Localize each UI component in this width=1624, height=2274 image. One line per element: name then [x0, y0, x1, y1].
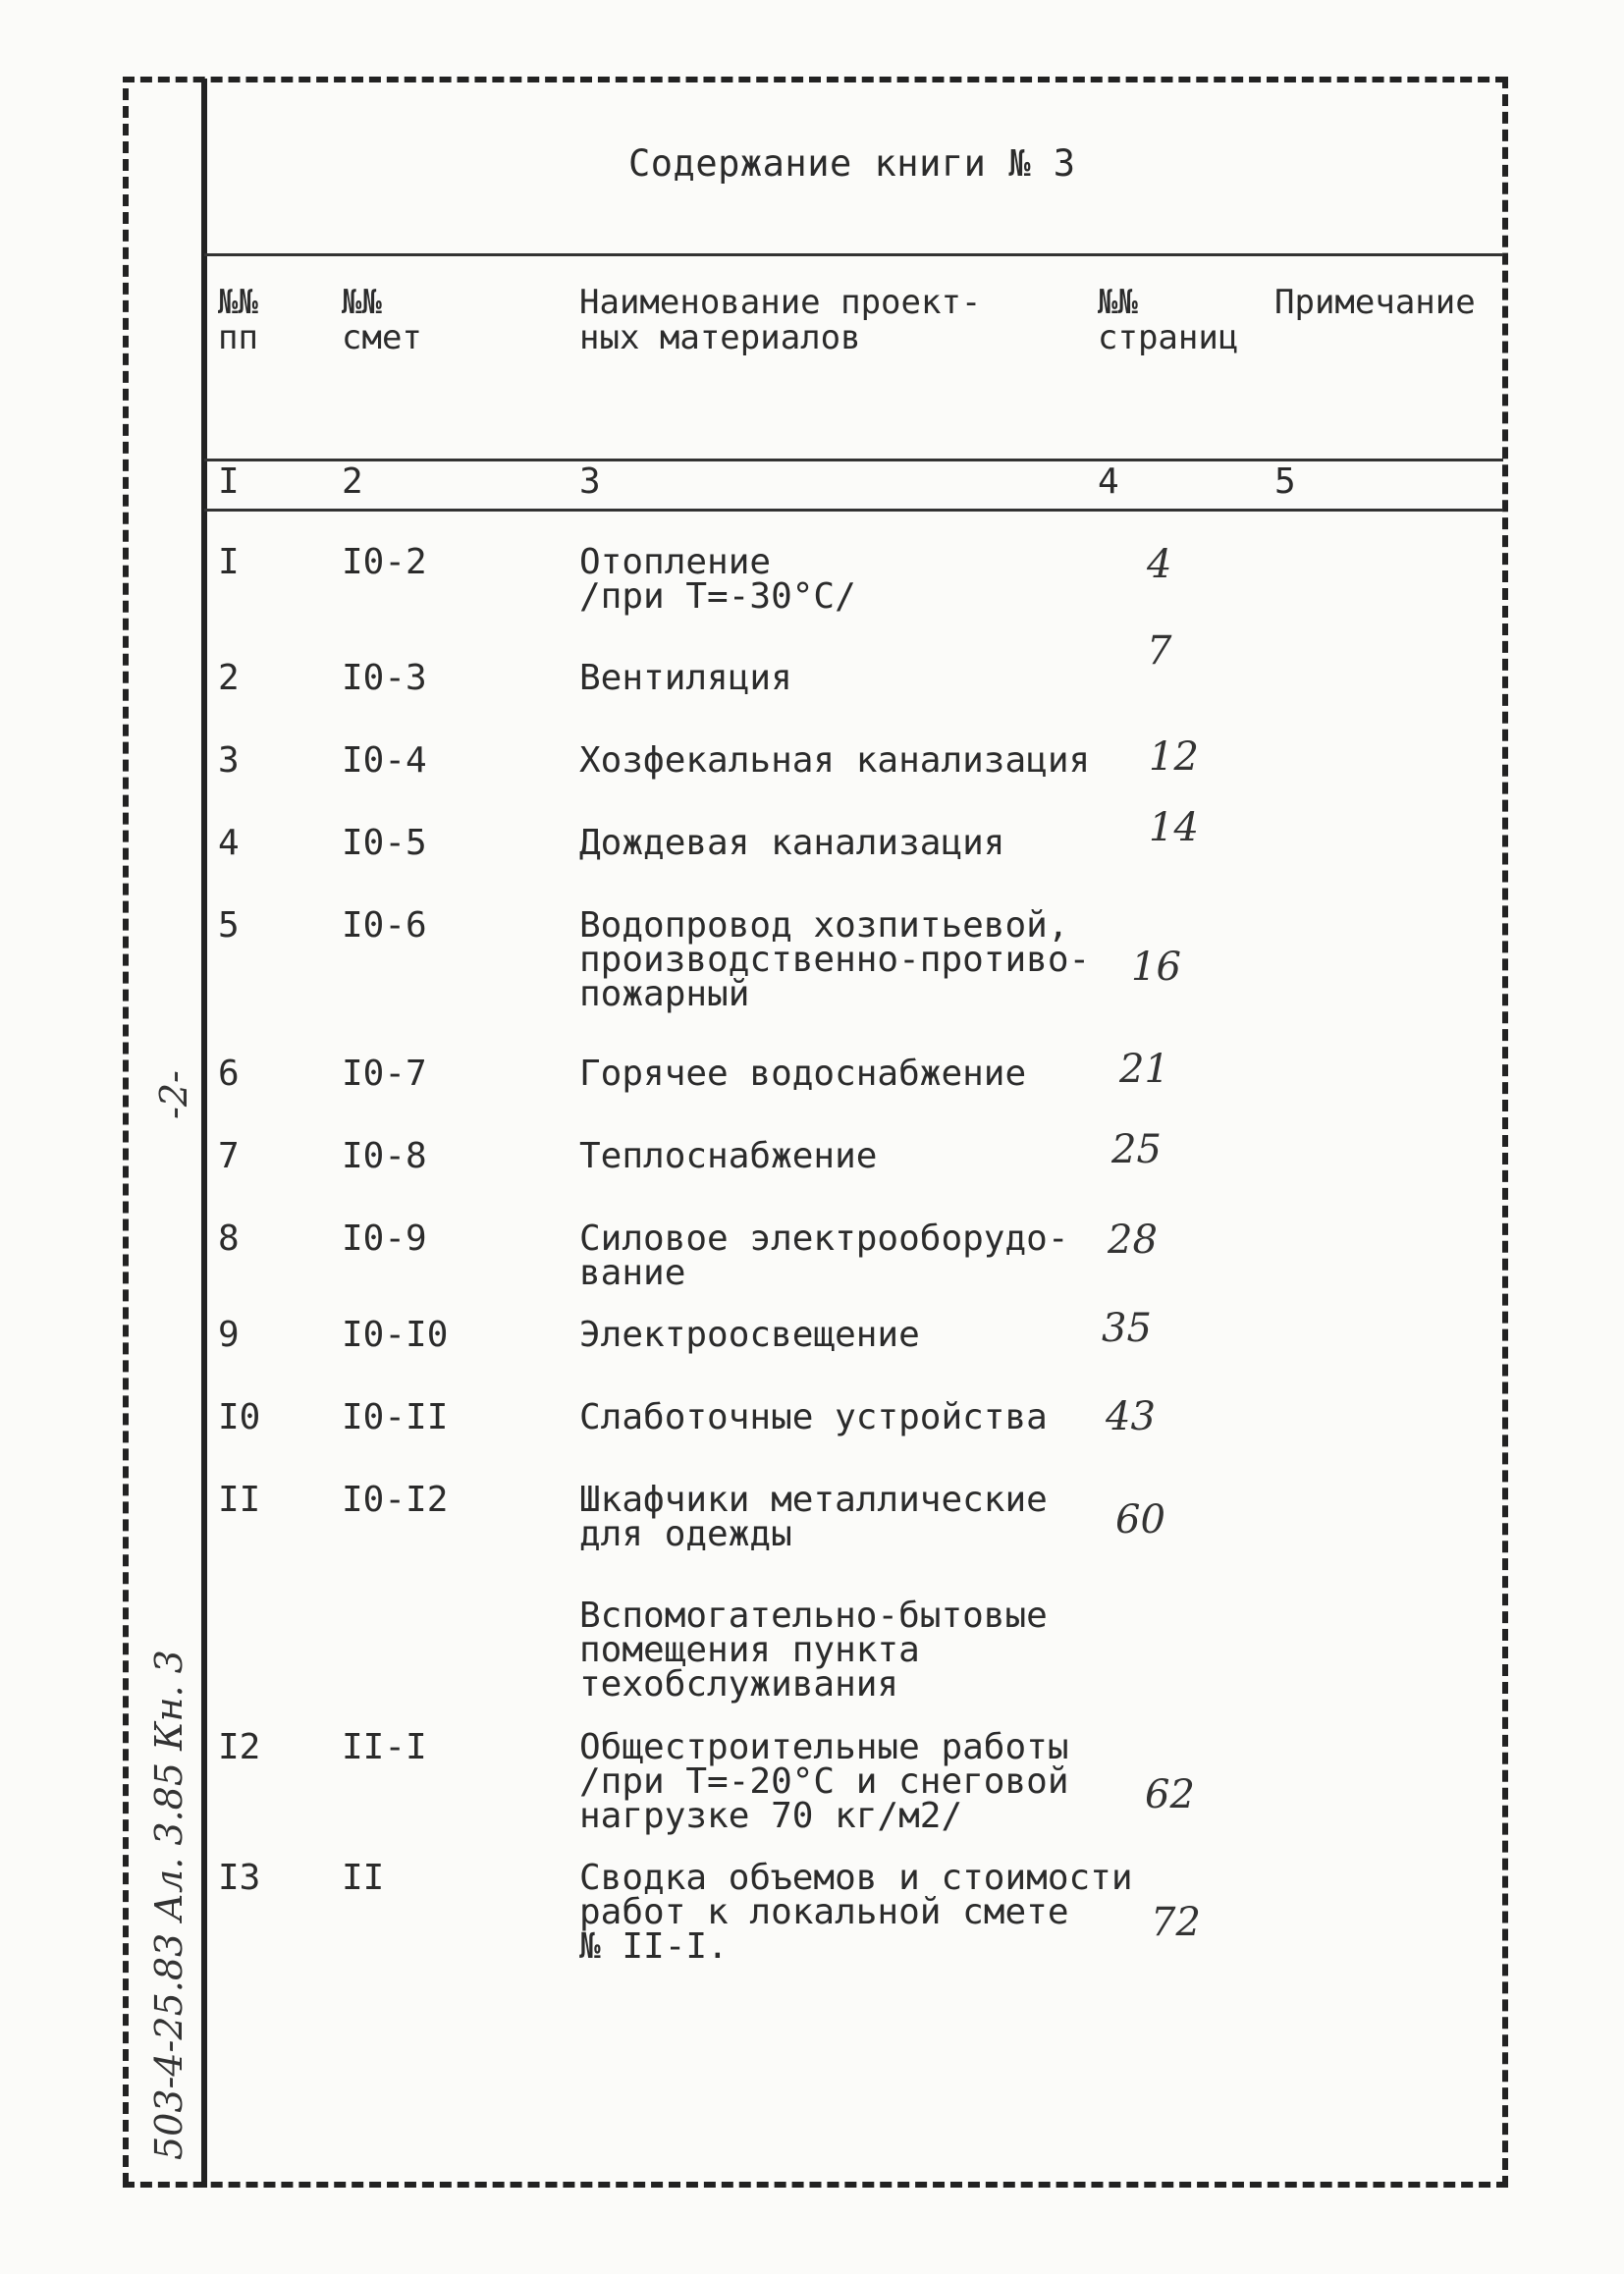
- column-header-no: [218, 285, 258, 355]
- row-name-line: Слаботочные устройства: [579, 1397, 1048, 1437]
- row-number: I0: [218, 1397, 261, 1437]
- column-header-estimate: [342, 285, 422, 355]
- row-name: [579, 1136, 878, 1176]
- column-header-pages-line: страниц: [1098, 318, 1239, 357]
- row-number: 5: [218, 905, 240, 946]
- row-name: [579, 1397, 1048, 1437]
- row-estimate: I0-8: [342, 1136, 427, 1176]
- row-name-line: Отопление: [579, 542, 772, 582]
- row-name-line: для одежды: [579, 1514, 792, 1554]
- row-number: I: [218, 542, 240, 582]
- row-name-line: нагрузке 70 кг/м2/: [579, 1796, 963, 1836]
- column-header-note: [1274, 285, 1476, 320]
- row-name: [579, 905, 1091, 1014]
- row-estimate: I0-I2: [342, 1480, 449, 1520]
- row-page: 35: [1102, 1306, 1152, 1351]
- row-name-line: /при T=-20°C и снеговой: [579, 1761, 1069, 1802]
- row-estimate: I0-3: [342, 658, 427, 698]
- row-number: I2: [218, 1727, 261, 1767]
- row-name: [579, 823, 1005, 863]
- column-number: 2: [342, 461, 363, 502]
- column-number: I: [218, 461, 240, 502]
- frame-top-border: [123, 77, 1507, 82]
- row-number: 6: [218, 1054, 240, 1094]
- row-number: 7: [218, 1136, 240, 1176]
- document-code-label: 503-4-25.83 Ал. 3.85 Кн. 3: [147, 1650, 190, 2160]
- row-estimate: II: [342, 1858, 385, 1898]
- column-header-pages-line: №№: [1098, 283, 1138, 322]
- row-number: II: [218, 1480, 261, 1520]
- row-page: 7: [1147, 628, 1172, 674]
- column-header-no-line: №№: [218, 283, 258, 322]
- row-page: 21: [1119, 1047, 1169, 1092]
- row-name-line: Шкафчики металлические: [579, 1480, 1048, 1520]
- row-estimate: I0-II: [342, 1397, 449, 1437]
- row-name-line: Хозфекальная канализация: [579, 740, 1091, 781]
- row-name: [579, 1054, 1027, 1094]
- row-number: 4: [218, 823, 240, 863]
- frame-left-border: [123, 88, 129, 2185]
- row-page: 16: [1131, 945, 1181, 990]
- row-name-line: № II-I.: [579, 1926, 729, 1967]
- row-name-line: Горячее водоснабжение: [579, 1054, 1027, 1094]
- row-estimate: I0-6: [342, 905, 427, 946]
- row-name: [579, 1480, 1048, 1554]
- frame-bottom-border: [123, 2182, 1508, 2188]
- row-name-line: Дождевая канализация: [579, 823, 1005, 863]
- row-name-line: Общестроительные работы: [579, 1727, 1069, 1767]
- column-header-name-line: ных материалов: [579, 318, 861, 357]
- row-name-line: техобслуживания: [579, 1664, 899, 1705]
- row-estimate: I0-I0: [342, 1315, 449, 1355]
- row-estimate: I0-2: [342, 542, 427, 582]
- row-page: 4: [1147, 542, 1172, 587]
- row-name-line: Водопровод хозпитьевой,: [579, 905, 1069, 946]
- row-number: I3: [218, 1858, 261, 1898]
- row-number: 3: [218, 740, 240, 781]
- row-name: [579, 740, 1091, 781]
- row-number: 8: [218, 1218, 240, 1259]
- column-number: 4: [1098, 461, 1119, 502]
- row-name-line: пожарный: [579, 974, 750, 1014]
- row-name-line: Вентиляция: [579, 658, 792, 698]
- row-estimate: II-I: [342, 1727, 427, 1767]
- row-page: 60: [1115, 1497, 1165, 1543]
- row-name-line: вание: [579, 1253, 686, 1293]
- row-name-line: помещения пункта: [579, 1630, 920, 1670]
- column-header-estimate-line: №№: [342, 283, 382, 322]
- column-number: 5: [1274, 461, 1296, 502]
- row-name-line: Вспомогательно-бытовые: [579, 1596, 1048, 1636]
- frame-right-border: [1502, 77, 1508, 2188]
- document-title: Содержание книги № 3: [628, 142, 1076, 185]
- row-estimate: I0-7: [342, 1054, 427, 1094]
- row-page: 12: [1149, 734, 1199, 780]
- row-estimate: I0-5: [342, 823, 427, 863]
- row-name-line: производственно-противо-: [579, 940, 1091, 980]
- row-page: 14: [1149, 805, 1199, 850]
- row-name-line: работ к локальной смете: [579, 1892, 1069, 1932]
- row-name: [579, 658, 792, 698]
- row-number: 9: [218, 1315, 240, 1355]
- row-estimate: I0-9: [342, 1218, 427, 1259]
- row-number: 2: [218, 658, 240, 698]
- row-name: [579, 1218, 1069, 1293]
- binding-margin-line: [201, 79, 207, 2188]
- row-page: 25: [1111, 1127, 1162, 1172]
- row-name-line: Сводка объемов и стоимости: [579, 1858, 1133, 1898]
- column-header-note-line: Примечание: [1274, 283, 1476, 322]
- title-divider: [204, 253, 1503, 256]
- column-header-no-line: пп: [218, 318, 258, 357]
- section-heading: [579, 1596, 1048, 1705]
- row-name-line: Силовое электрооборудо-: [579, 1218, 1069, 1259]
- row-page: 28: [1108, 1218, 1158, 1263]
- row-name-line: Теплоснабжение: [579, 1136, 878, 1176]
- column-number-divider: [204, 509, 1503, 512]
- row-page: 62: [1145, 1772, 1195, 1817]
- row-name: [579, 1727, 1069, 1836]
- row-name-line: Электроосвещение: [579, 1315, 920, 1355]
- side-page-number: -2-: [152, 1070, 195, 1119]
- header-divider: [204, 459, 1503, 461]
- row-name: [579, 1858, 1133, 1967]
- column-header-pages: [1098, 285, 1238, 355]
- row-name: [579, 542, 856, 617]
- row-page: 72: [1151, 1900, 1201, 1945]
- row-name-line: /при T=-30°C/: [579, 576, 856, 617]
- column-header-estimate-line: смет: [342, 318, 422, 357]
- column-header-name-line: Наименование проект-: [579, 283, 982, 322]
- row-page: 43: [1106, 1394, 1156, 1439]
- column-number: 3: [579, 461, 601, 502]
- row-estimate: I0-4: [342, 740, 427, 781]
- row-name: [579, 1315, 920, 1355]
- column-header-name: [579, 285, 981, 355]
